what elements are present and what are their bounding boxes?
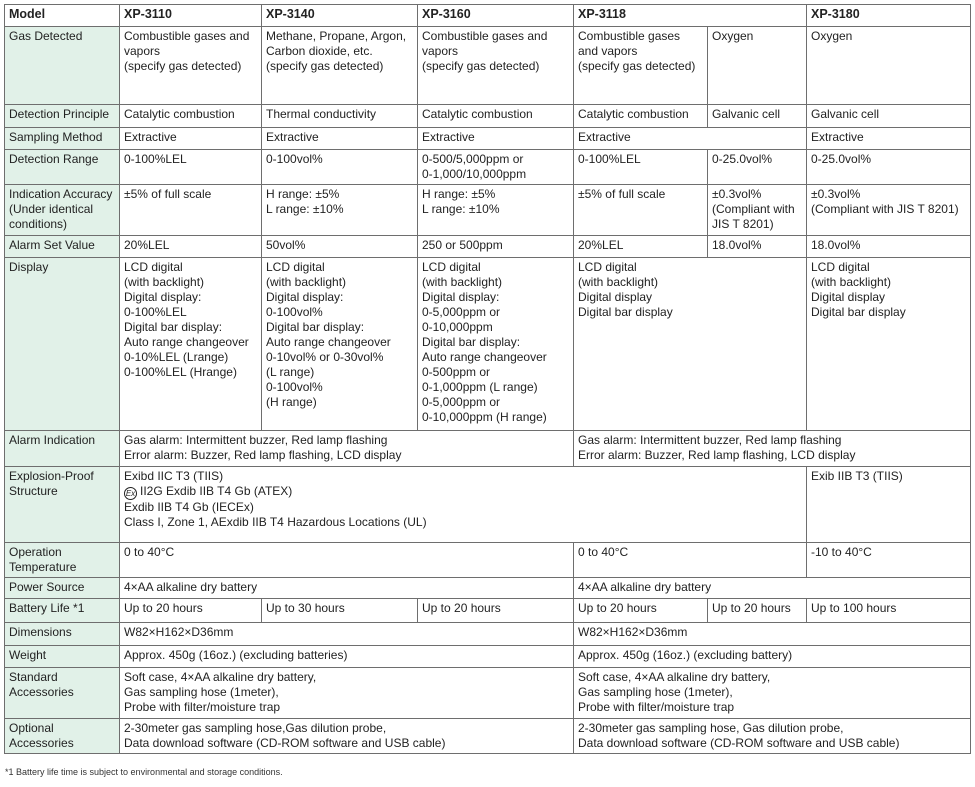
cell: ±0.3vol% (Compliant with JIS T 8201) [807,185,971,236]
cell: Up to 20 hours [574,599,708,623]
spec-table [4,4,971,754]
cell: Up to 20 hours [120,599,262,623]
row-operation-temperature [5,543,971,578]
cell: Up to 20 hours [708,599,807,623]
cell: Catalytic combustion [418,105,574,128]
cell: Gas alarm: Intermittent buzzer, Red lamp flashing Error alarm: Buzzer, Red lamp flashing, LCD display [120,431,574,467]
cell: 18.0vol% [708,236,807,258]
cell: Approx. 450g (16oz.) (excluding batteries) [120,646,574,668]
cell: Approx. 450g (16oz.) (excluding battery) [574,646,971,668]
cell: Catalytic combustion [574,105,708,128]
explosion-cell [120,467,807,543]
cell: Combustible gases and vapors (specify gas detected) [120,27,262,105]
cell: 2-30meter gas sampling hose, Gas dilution probe, Data download software (CD-ROM software and USB cable) [574,719,971,754]
row-label: Weight [5,646,120,668]
cell: Galvanic cell [807,105,971,128]
row-detection-principle [5,105,971,128]
header-row [5,5,971,27]
cell: LCD digital (with backlight) Digital display: 0-5,000ppm or 0-10,000ppm Digital bar display: Auto range changeover 0-500ppm or 0-1,000ppm (L range) 0-5,000ppm or 0-10,000ppm (H range) [418,258,574,431]
row-battery-life [5,599,971,623]
cell: Extractive [418,128,574,150]
model-xp3180: XP-3180 [807,5,971,27]
cell: Thermal conductivity [262,105,418,128]
cell: LCD digital (with backlight) Digital display Digital bar display [574,258,807,431]
row-alarm-set-value [5,236,971,258]
cell: Up to 100 hours [807,599,971,623]
row-label: Optional Accessories [5,719,120,754]
row-label: Standard Accessories [5,668,120,719]
cell: Up to 30 hours [262,599,418,623]
cell: 50vol% [262,236,418,258]
atex-ex-icon: Ex [125,489,136,498]
footnote: *1 Battery life time is subject to environmental and storage conditions. [5,767,283,777]
row-optional-accessories [5,719,971,754]
cell: ±5% of full scale [120,185,262,236]
cell: Soft case, 4×AA alkaline dry battery, Gas sampling hose (1meter), Probe with filter/moisture trap [120,668,574,719]
cell: 0 to 40°C [120,543,574,578]
cell: 0-100%LEL [574,150,708,185]
cell: Gas alarm: Intermittent buzzer, Red lamp flashing Error alarm: Buzzer, Red lamp flashing, LCD display [574,431,971,467]
cell: ±0.3vol% (Compliant with JIS T 8201) [708,185,807,236]
row-label: Detection Range [5,150,120,185]
cell: Oxygen [807,27,971,105]
cell: LCD digital (with backlight) Digital display: 0-100%LEL Digital bar display: Auto range changeover 0-10%LEL (Lrange) 0-100%LEL (Hrange) [120,258,262,431]
cell: W82×H162×D36mm [574,623,971,646]
row-label: Alarm Indication [5,431,120,467]
explosion-line: Ex II2G Exdib IIB T4 Gb (ATEX) [125,484,293,498]
cell: 0-100%LEL [120,150,262,185]
explosion-line: Exibd IIC T3 (TIIS) [124,469,224,483]
cell: 250 or 500ppm [418,236,574,258]
row-label: Alarm Set Value [5,236,120,258]
cell: LCD digital (with backlight) Digital display: 0-100vol% Digital bar display: Auto range changeover 0-10vol% or 0-30vol% (L range) 0-100vol% (H range) [262,258,418,431]
row-display [5,258,971,431]
cell: 18.0vol% [807,236,971,258]
explosion-line: Class I, Zone 1, AExdib IIB T4 Hazardous Locations (UL) [124,515,427,529]
cell: Oxygen [708,27,807,105]
cell: 0-25.0vol% [708,150,807,185]
cell: H range: ±5% L range: ±10% [262,185,418,236]
cell: Extractive [807,128,971,150]
cell: 0-25.0vol% [807,150,971,185]
cell: 4×AA alkaline dry battery [574,578,971,599]
cell: 0-100vol% [262,150,418,185]
cell: Up to 20 hours [418,599,574,623]
model-xp3160: XP-3160 [418,5,574,27]
cell: H range: ±5% L range: ±10% [418,185,574,236]
row-explosion-proof [5,467,971,543]
cell: Soft case, 4×AA alkaline dry battery, Gas sampling hose (1meter), Probe with filter/moisture trap [574,668,971,719]
cell: Extractive [262,128,418,150]
row-label: Display [5,258,120,431]
row-label: Power Source [5,578,120,599]
cell: W82×H162×D36mm [120,623,574,646]
row-alarm-indication [5,431,971,467]
row-detection-range [5,150,971,185]
row-power-source [5,578,971,599]
cell: 20%LEL [120,236,262,258]
model-xp3118: XP-3118 [574,5,807,27]
cell: -10 to 40°C [807,543,971,578]
cell: 20%LEL [574,236,708,258]
cell: Methane, Propane, Argon, Carbon dioxide, etc. (specify gas detected) [262,27,418,105]
cell: Catalytic combustion [120,105,262,128]
cell: ±5% of full scale [574,185,708,236]
cell: LCD digital (with backlight) Digital display Digital bar display [807,258,971,431]
cell: 0 to 40°C [574,543,807,578]
row-label: Detection Principle [5,105,120,128]
cell: Exib IIB T3 (TIIS) [807,467,971,543]
model-label: Model [5,5,120,27]
row-sampling-method [5,128,971,150]
cell: Galvanic cell [708,105,807,128]
model-xp3110: XP-3110 [120,5,262,27]
cell: 0-500/5,000ppm or 0-1,000/10,000ppm [418,150,574,185]
cell: 4×AA alkaline dry battery [120,578,574,599]
row-label: Battery Life *1 [5,599,120,623]
cell: Extractive [574,128,807,150]
row-label: Dimensions [5,623,120,646]
cell: Extractive [120,128,262,150]
cell: 2-30meter gas sampling hose,Gas dilution probe, Data download software (CD-ROM software and USB cable) [120,719,574,754]
explosion-line: Exdib IIB T4 Gb (IECEx) [124,500,254,514]
cell: Combustible gases and vapors (specify gas detected) [418,27,574,105]
model-xp3140: XP-3140 [262,5,418,27]
row-label: Operation Temperature [5,543,120,578]
row-label: Indication Accuracy (Under identical conditions) [5,185,120,236]
row-dimensions [5,623,971,646]
row-label: Sampling Method [5,128,120,150]
row-gas-detected [5,27,971,105]
row-label: Gas Detected [5,27,120,105]
row-standard-accessories [5,668,971,719]
cell: Combustible gases and vapors (specify gas detected) [574,27,708,105]
row-weight [5,646,971,668]
row-indication-accuracy [5,185,971,236]
row-label: Explosion-Proof Structure [5,467,120,543]
